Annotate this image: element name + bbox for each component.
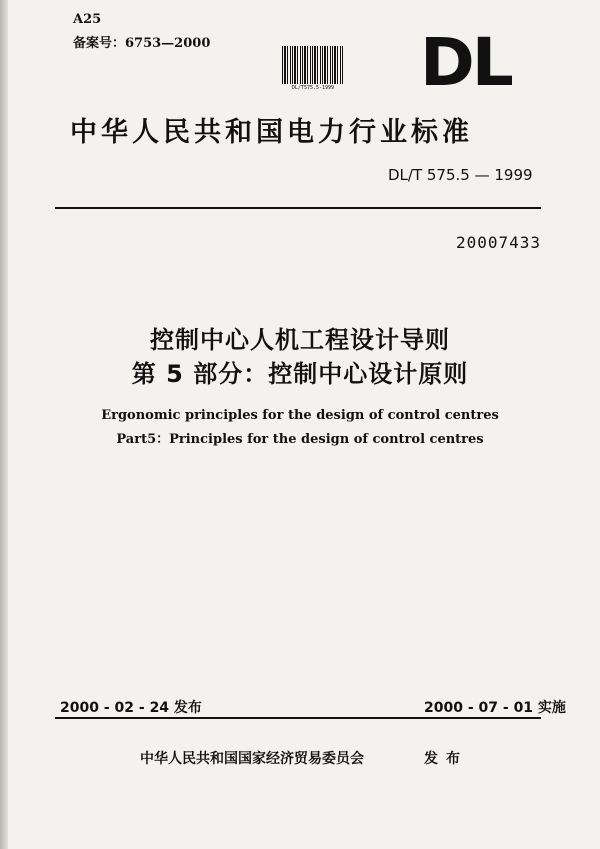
document-id: 20007433: [456, 233, 542, 252]
barcode-text: DL/T575.5-1999: [291, 85, 335, 91]
top-divider: [55, 207, 541, 209]
title-chinese-line-1: 控制中心人机工程设计导则: [150, 326, 450, 354]
issue-label: 发布: [424, 751, 468, 767]
standard-number: DL/T 575.5 — 1999: [388, 166, 533, 184]
barcode-bars-icon: [282, 46, 344, 84]
issuing-authority: 中华人民共和国国家经济贸易委员会: [140, 751, 364, 767]
title-english-line-2: Part5：Principles for the design of control centres: [116, 432, 484, 447]
implementation-date: 2000 - 07 - 01 实施: [424, 700, 566, 716]
barcode: [282, 46, 344, 90]
scan-edge-shadow: [0, 0, 8, 849]
title-english-line-1: Ergonomic principles for the design of control centres: [101, 408, 499, 423]
bottom-divider: [55, 717, 541, 719]
title-chinese-line-2: 第 5 部分：控制中心设计原则: [131, 360, 469, 388]
dl-logo: DL: [420, 24, 511, 101]
standard-type-heading: 中华人民共和国电力行业标准: [70, 117, 473, 148]
filing-number: 备案号：6753—2000: [73, 36, 211, 51]
issue-date: 2000 - 02 - 24 发布: [60, 700, 202, 716]
classification-code: A25: [73, 12, 102, 27]
